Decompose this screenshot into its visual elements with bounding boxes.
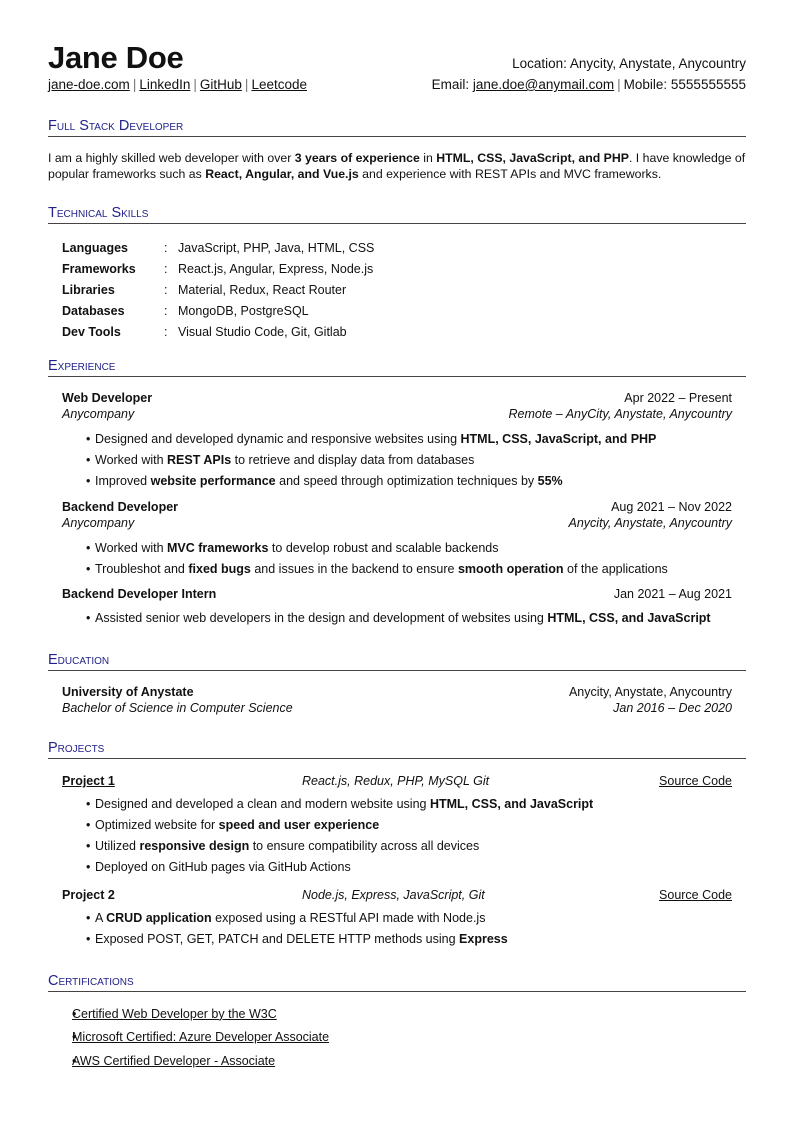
- job-date: Jan 2021 – Aug 2021: [613, 587, 732, 601]
- company: Anycompany: [62, 516, 135, 530]
- text: A: [95, 910, 107, 925]
- text: Optimized website for: [95, 817, 219, 832]
- school: University of Anystate: [62, 685, 194, 699]
- colon: :: [164, 303, 168, 318]
- project-tech: Node.js, Express, JavaScript, Git: [302, 888, 485, 902]
- certification-item: [72, 1049, 329, 1073]
- text: I am a highly skilled web developer with over: [48, 151, 295, 165]
- text: Exposed POST, GET, PATCH and DELETE HTTP methods using: [95, 931, 460, 946]
- summary-text: [48, 150, 748, 182]
- text: Worked with: [95, 452, 168, 467]
- job-entry: [62, 586, 732, 628]
- mobile: Mobile: 5555555555: [623, 77, 746, 92]
- skill-row: [62, 237, 374, 258]
- bold-text: HTML, CSS, JavaScript, and PHP: [460, 431, 657, 446]
- company: Anycompany: [62, 407, 135, 421]
- skill-value: MongoDB, PostgreSQL: [178, 303, 309, 318]
- text: . I have knowledge of popular frameworks such as: [48, 151, 746, 181]
- website-link[interactable]: jane-doe.com: [48, 77, 130, 92]
- profile-links: [48, 77, 307, 92]
- bullet-item: [62, 607, 732, 628]
- skill-label: Libraries: [62, 282, 115, 297]
- bullet-item: [62, 537, 732, 558]
- job-header: [62, 586, 732, 602]
- text: to develop robust and scalable backends: [268, 540, 499, 555]
- job-title: Web Developer: [62, 391, 153, 405]
- bold-text: responsive design: [139, 838, 250, 853]
- skill-label: Dev Tools: [62, 324, 121, 339]
- certification-link[interactable]: • AWS Certified Developer - Associate: [72, 1053, 276, 1068]
- school-location: Anycity, Anystate, Anycountry: [568, 685, 732, 699]
- bullet-text: [95, 818, 379, 832]
- job-entry: [62, 390, 732, 491]
- contact-line: [432, 77, 746, 92]
- job-header: [62, 499, 732, 515]
- bullet-list: [62, 907, 732, 949]
- project-entry: [62, 773, 732, 877]
- job-header: [62, 390, 732, 406]
- job-location: Remote – AnyCity, Anystate, Anycountry: [508, 407, 732, 421]
- bullet-item: [62, 907, 732, 928]
- email-label: Email:: [431, 77, 473, 92]
- section-heading-skills: Technical Skills: [48, 205, 746, 224]
- source-code-link[interactable]: Source Code: [659, 888, 732, 902]
- text: of the applications: [563, 561, 668, 576]
- certification-link[interactable]: • Microsoft Certified: Azure Developer Associate: [72, 1030, 330, 1045]
- text: Worked with: [95, 540, 168, 555]
- leetcode-link[interactable]: Leetcode: [251, 77, 307, 92]
- degree: Bachelor of Science in Computer Science: [62, 701, 293, 715]
- project-header: [62, 887, 732, 903]
- project-name: Project 2: [62, 888, 115, 902]
- linkedin-link[interactable]: LinkedIn: [139, 77, 191, 92]
- job-date: Apr 2022 – Present: [624, 391, 732, 405]
- job-location: Anycity, Anystate, Anycountry: [568, 516, 732, 530]
- separator: |: [617, 77, 621, 92]
- skill-label: Databases: [62, 303, 125, 318]
- bullet-list: [62, 607, 732, 628]
- project-entry: [62, 887, 732, 949]
- bullet-text: [95, 839, 479, 853]
- bold-text: HTML, CSS, and JavaScript: [429, 796, 594, 811]
- section-heading-certifications: Certifications: [48, 973, 746, 992]
- skill-row: [62, 279, 374, 300]
- text: and speed through optimization techniques by: [275, 473, 538, 488]
- bold-text: REST APIs: [167, 452, 232, 467]
- text: exposed using a RESTful API made with Node.js: [211, 910, 486, 925]
- project-header: [62, 773, 732, 789]
- skill-label: Frameworks: [62, 261, 136, 276]
- source-code-link[interactable]: Source Code: [659, 774, 732, 788]
- colon: :: [164, 324, 168, 339]
- skill-value: Material, Redux, React Router: [178, 282, 347, 297]
- email-link[interactable]: jane.doe@anymail.com: [472, 77, 615, 92]
- text: Improved: [95, 473, 151, 488]
- colon: :: [164, 240, 168, 255]
- certification-item: [72, 1002, 329, 1026]
- bold-text: 55%: [537, 473, 563, 488]
- github-link[interactable]: GitHub: [199, 77, 242, 92]
- candidate-name: Jane Doe: [48, 40, 184, 75]
- skill-value: Visual Studio Code, Git, Gitlab: [178, 324, 347, 339]
- separator: |: [244, 77, 249, 92]
- bullet-text: [95, 932, 508, 946]
- text: to retrieve and display data from databases: [231, 452, 475, 467]
- text: Troubleshot and: [95, 561, 189, 576]
- certification-item: [72, 1026, 329, 1050]
- bullet-item: [62, 558, 732, 579]
- colon: :: [164, 282, 168, 297]
- skill-row: [62, 300, 374, 321]
- job-title: Backend Developer: [62, 500, 179, 514]
- text: Designed and developed a clean and modern website using: [95, 796, 430, 811]
- bullet-item: [62, 928, 732, 949]
- text: and experience with REST APIs and MVC frameworks.: [358, 167, 662, 181]
- text: to ensure compatibility across all devices: [249, 838, 480, 853]
- certifications-list: [72, 1002, 329, 1073]
- job-subheader: [62, 406, 732, 422]
- section-heading-summary: Full Stack Developer: [48, 118, 746, 137]
- skill-value: React.js, Angular, Express, Node.js: [178, 261, 374, 276]
- bold-text: fixed bugs: [188, 561, 251, 576]
- bold-text: HTML, CSS, and JavaScript: [547, 610, 711, 625]
- text: in: [419, 151, 437, 165]
- bullet-text: [95, 611, 711, 625]
- bold-text: Express: [459, 931, 508, 946]
- bold-text: CRUD application: [106, 910, 212, 925]
- bullet-text: [95, 562, 668, 576]
- bullet-text: [95, 797, 593, 811]
- education-entry: [62, 684, 732, 716]
- bullet-text: [95, 432, 656, 446]
- bullet-item: [62, 470, 732, 491]
- separator: |: [193, 77, 197, 92]
- text: Utilized: [95, 838, 140, 853]
- section-heading-education: Education: [48, 652, 746, 671]
- bullet-text: [95, 911, 485, 925]
- skill-row: [62, 321, 374, 342]
- bold-text: smooth operation: [457, 561, 564, 576]
- separator: |: [132, 77, 137, 92]
- bullet-item: [62, 856, 732, 877]
- bullet-list: [62, 537, 732, 579]
- text: Assisted senior web developers in the design and development of websites using: [95, 610, 548, 625]
- bullet-text: [95, 474, 563, 488]
- bold-text: website performance: [150, 473, 276, 488]
- bold-text: React, Angular, and Vue.js: [205, 167, 359, 181]
- bullet-item: [62, 449, 732, 470]
- skill-label: Languages: [62, 240, 128, 255]
- section-heading-experience: Experience: [48, 358, 746, 377]
- skills-list: [62, 237, 374, 342]
- job-title: Backend Developer Intern: [62, 587, 217, 601]
- text: and issues in the backend to ensure: [250, 561, 458, 576]
- bold-text: HTML, CSS, JavaScript, and PHP: [436, 151, 629, 165]
- job-date: Aug 2021 – Nov 2022: [611, 500, 732, 514]
- bullet-list: [62, 428, 732, 491]
- text: Designed and developed dynamic and responsive websites using: [95, 431, 461, 446]
- skill-row: [62, 258, 374, 279]
- education-date: Jan 2016 – Dec 2020: [613, 701, 732, 715]
- bullet-item: [62, 814, 732, 835]
- bullet-item: [62, 835, 732, 856]
- skill-value: JavaScript, PHP, Java, HTML, CSS: [178, 240, 375, 255]
- bullet-item: [62, 428, 732, 449]
- bullet-text: [95, 860, 351, 874]
- text: Deployed on GitHub pages via GitHub Actions: [95, 859, 351, 874]
- bold-text: speed and user experience: [218, 817, 380, 832]
- bullet-list: [62, 793, 732, 877]
- bullet-text: [95, 453, 474, 467]
- bullet-item: [62, 793, 732, 814]
- project-name[interactable]: Project 1: [62, 774, 115, 788]
- certification-link[interactable]: • Certified Web Developer by the W3C: [72, 1006, 277, 1021]
- location: Location: Anycity, Anystate, Anycountry: [512, 56, 746, 71]
- section-heading-projects: Projects: [48, 740, 746, 759]
- job-subheader: [62, 515, 732, 531]
- bullet-text: [95, 541, 498, 555]
- job-entry: [62, 499, 732, 579]
- project-tech: React.js, Redux, PHP, MySQL Git: [302, 774, 490, 788]
- bold-text: 3 years of experience: [294, 151, 420, 165]
- colon: :: [164, 261, 168, 276]
- bold-text: MVC frameworks: [167, 540, 269, 555]
